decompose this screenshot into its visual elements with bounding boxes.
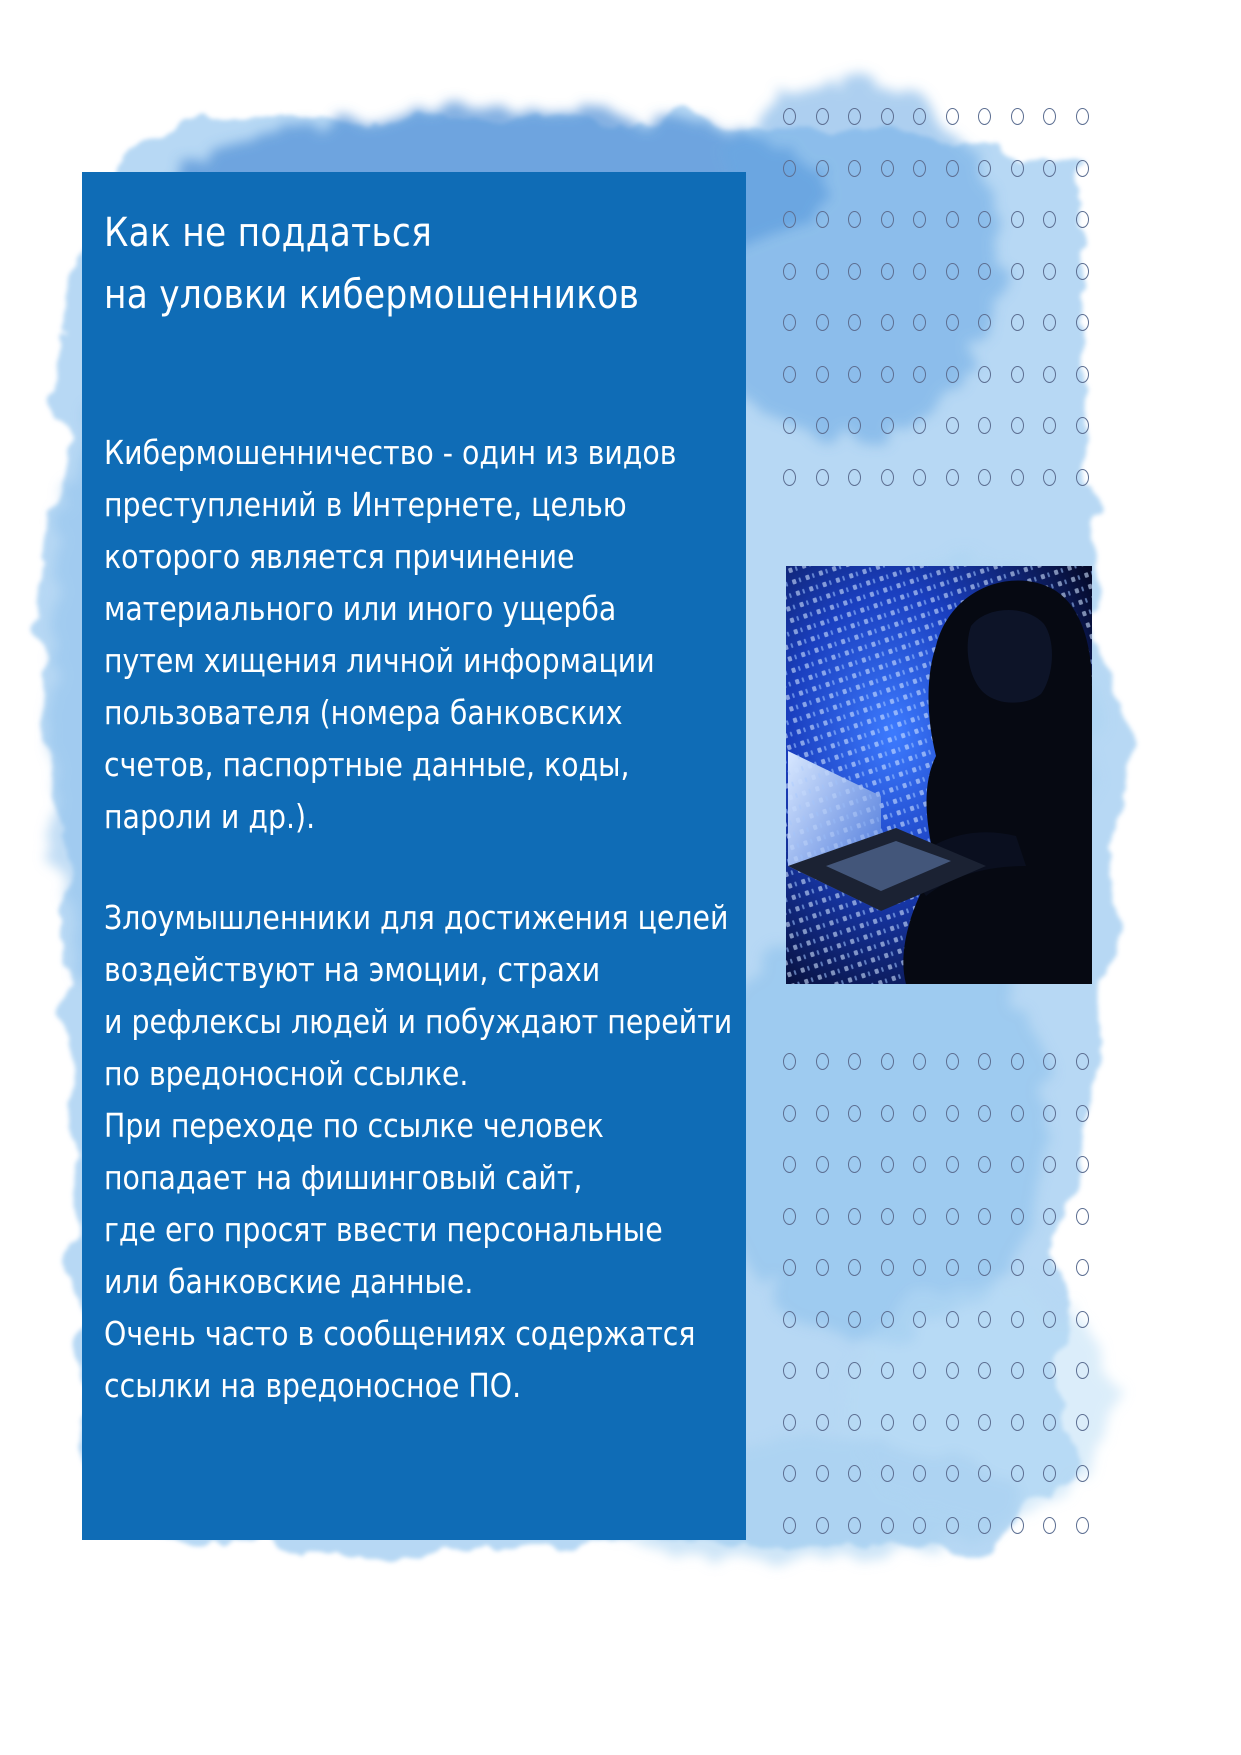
dot <box>1043 366 1056 383</box>
dot <box>881 1156 894 1173</box>
dot <box>913 314 926 331</box>
dot <box>1043 417 1056 434</box>
text-line: Кибермошенничество - один из видов <box>104 433 677 472</box>
dot <box>881 1465 894 1482</box>
dot <box>1011 1259 1024 1276</box>
dot <box>1011 108 1024 125</box>
dot <box>978 366 991 383</box>
dot <box>978 1208 991 1225</box>
dot <box>946 417 959 434</box>
text-line: При переходе по ссылке человек <box>104 1106 604 1145</box>
dot <box>1011 314 1024 331</box>
dot <box>946 160 959 177</box>
dot <box>1076 1259 1089 1276</box>
dot <box>1011 1362 1024 1379</box>
dot <box>848 366 861 383</box>
dot <box>913 1053 926 1070</box>
dot <box>848 314 861 331</box>
text-line: которого является причинение <box>104 537 575 576</box>
dot <box>1043 1208 1056 1225</box>
text-line: по вредоносной ссылке. <box>104 1054 469 1093</box>
dot <box>1043 108 1056 125</box>
dot <box>848 417 861 434</box>
text-line: счетов, паспортные данные, коды, <box>104 745 630 784</box>
dot <box>783 211 796 228</box>
dot <box>913 1156 926 1173</box>
text-line: воздействуют на эмоции, страхи <box>104 950 601 989</box>
dot <box>881 1311 894 1328</box>
dot <box>1076 1414 1089 1431</box>
dot <box>1043 1517 1056 1534</box>
dot <box>848 211 861 228</box>
dot <box>881 160 894 177</box>
dot <box>848 1517 861 1534</box>
text-line: ссылки на вредоносное ПО. <box>104 1366 522 1405</box>
dot <box>881 1208 894 1225</box>
dot <box>783 417 796 434</box>
dot <box>783 1259 796 1276</box>
dot <box>1076 1465 1089 1482</box>
dot <box>1011 366 1024 383</box>
dot <box>1011 160 1024 177</box>
dot <box>783 366 796 383</box>
dot <box>1043 1105 1056 1122</box>
info-panel <box>82 172 746 1540</box>
dot <box>816 1311 829 1328</box>
dot <box>783 1053 796 1070</box>
dot <box>1076 314 1089 331</box>
dot <box>1011 417 1024 434</box>
dot-pattern-top <box>783 108 1108 520</box>
dot <box>978 417 991 434</box>
dot <box>946 1311 959 1328</box>
text-line: материального или иного ущерба <box>104 589 617 628</box>
dot <box>1043 469 1056 486</box>
dot <box>913 160 926 177</box>
dot <box>816 1208 829 1225</box>
dot <box>881 108 894 125</box>
dot <box>1011 1156 1024 1173</box>
dot <box>913 417 926 434</box>
dot <box>1076 1105 1089 1122</box>
poster-title <box>104 202 723 326</box>
title-line: Как не поддаться <box>104 210 433 256</box>
text-line: или банковские данные. <box>104 1262 474 1301</box>
title-line: на уловки кибермошенников <box>104 272 640 318</box>
dot <box>913 469 926 486</box>
dot <box>1076 1311 1089 1328</box>
dot <box>978 1105 991 1122</box>
dot <box>1011 1208 1024 1225</box>
dot <box>816 417 829 434</box>
dot <box>1011 263 1024 280</box>
dot <box>783 1362 796 1379</box>
dot <box>816 366 829 383</box>
dot <box>848 469 861 486</box>
dot <box>783 1156 796 1173</box>
dot <box>783 469 796 486</box>
dot <box>783 1465 796 1482</box>
dot <box>816 108 829 125</box>
dot <box>1043 1465 1056 1482</box>
dot <box>881 1259 894 1276</box>
dot <box>848 1259 861 1276</box>
dot <box>946 108 959 125</box>
dot <box>913 1414 926 1431</box>
dot <box>881 1517 894 1534</box>
dot <box>1076 469 1089 486</box>
dot <box>848 1465 861 1482</box>
dot <box>816 314 829 331</box>
dot <box>881 1362 894 1379</box>
dot <box>978 160 991 177</box>
dot <box>881 1414 894 1431</box>
dot <box>881 469 894 486</box>
dot <box>1043 1311 1056 1328</box>
dot <box>881 211 894 228</box>
dot <box>946 1517 959 1534</box>
dot <box>783 263 796 280</box>
dot <box>1043 211 1056 228</box>
dot <box>816 1465 829 1482</box>
dot <box>1043 1414 1056 1431</box>
dot <box>978 211 991 228</box>
dot <box>913 211 926 228</box>
dot <box>946 263 959 280</box>
dot <box>1011 1311 1024 1328</box>
paragraph-methods <box>104 892 733 1412</box>
dot <box>881 366 894 383</box>
text-line: путем хищения личной информации <box>104 641 655 680</box>
dot <box>1011 1105 1024 1122</box>
dot <box>816 1156 829 1173</box>
text-line: Злоумышленники для достижения целей <box>104 898 729 937</box>
dot <box>946 1465 959 1482</box>
dot <box>881 314 894 331</box>
dot <box>881 1105 894 1122</box>
dot <box>978 1053 991 1070</box>
dot <box>816 211 829 228</box>
dot <box>848 1156 861 1173</box>
dot <box>1011 1053 1024 1070</box>
dot <box>848 1105 861 1122</box>
dot <box>913 1259 926 1276</box>
text-line: попадает на фишинговый сайт, <box>104 1158 583 1197</box>
dot <box>848 160 861 177</box>
dot <box>913 1105 926 1122</box>
dot <box>1043 1053 1056 1070</box>
dot <box>978 1362 991 1379</box>
dot <box>1076 1053 1089 1070</box>
dot <box>1076 1517 1089 1534</box>
dot <box>913 108 926 125</box>
dot <box>816 1053 829 1070</box>
dot <box>978 263 991 280</box>
dot <box>946 1362 959 1379</box>
hooded-hacker-with-laptop-image <box>786 566 1092 984</box>
dot <box>1011 1414 1024 1431</box>
dot <box>946 314 959 331</box>
dot <box>913 1362 926 1379</box>
dot <box>978 314 991 331</box>
dot <box>783 160 796 177</box>
dot <box>848 1208 861 1225</box>
dot <box>881 1053 894 1070</box>
text-line: где его просят ввести персональные <box>104 1210 663 1249</box>
dot <box>913 1208 926 1225</box>
dot <box>978 1311 991 1328</box>
dot <box>816 160 829 177</box>
dot <box>1043 1156 1056 1173</box>
dot <box>1011 1465 1024 1482</box>
dot <box>816 469 829 486</box>
dot <box>946 1105 959 1122</box>
dot <box>881 417 894 434</box>
dot <box>1076 366 1089 383</box>
dot <box>946 366 959 383</box>
dot <box>848 108 861 125</box>
dot <box>783 108 796 125</box>
dot <box>1043 160 1056 177</box>
dot <box>946 211 959 228</box>
dot <box>816 1517 829 1534</box>
dot <box>946 1156 959 1173</box>
dot <box>783 1311 796 1328</box>
text-line: Очень часто в сообщениях содержатся <box>104 1314 696 1353</box>
dot <box>1076 417 1089 434</box>
dot <box>1011 211 1024 228</box>
dot <box>848 1053 861 1070</box>
dot <box>816 1105 829 1122</box>
dot <box>1076 211 1089 228</box>
dot <box>978 1156 991 1173</box>
dot <box>946 1414 959 1431</box>
dot <box>913 263 926 280</box>
dot <box>1076 160 1089 177</box>
dot <box>946 1259 959 1276</box>
dot <box>1043 1362 1056 1379</box>
dot <box>978 1414 991 1431</box>
dot <box>946 469 959 486</box>
text-line: преступлений в Интернете, целью <box>104 485 627 524</box>
dot <box>946 1053 959 1070</box>
dot <box>978 469 991 486</box>
dot <box>783 1517 796 1534</box>
dot <box>1076 1208 1089 1225</box>
dot <box>848 1414 861 1431</box>
dot <box>1076 263 1089 280</box>
dot <box>1043 1259 1056 1276</box>
dot <box>1043 263 1056 280</box>
dot <box>816 1259 829 1276</box>
dot <box>881 263 894 280</box>
dot <box>783 314 796 331</box>
dot <box>848 1311 861 1328</box>
dot <box>1043 314 1056 331</box>
dot <box>783 1105 796 1122</box>
dot <box>978 1517 991 1534</box>
dot <box>1011 1517 1024 1534</box>
dot-pattern-bottom <box>783 1053 1108 1568</box>
dot <box>1011 469 1024 486</box>
paragraph-definition <box>104 427 723 843</box>
text-line: и рефлексы людей и побуждают перейти <box>104 1002 733 1041</box>
dot <box>848 263 861 280</box>
dot <box>816 1414 829 1431</box>
dot <box>783 1208 796 1225</box>
dot <box>1076 108 1089 125</box>
text-line: пароли и др.). <box>104 797 316 836</box>
dot <box>913 1311 926 1328</box>
dot <box>913 1465 926 1482</box>
dot <box>816 263 829 280</box>
dot <box>848 1362 861 1379</box>
dot <box>816 1362 829 1379</box>
dot <box>946 1208 959 1225</box>
dot <box>1076 1362 1089 1379</box>
dot <box>978 1259 991 1276</box>
dot <box>1076 1156 1089 1173</box>
dot <box>978 1465 991 1482</box>
dot <box>978 108 991 125</box>
dot <box>913 366 926 383</box>
dot <box>783 1414 796 1431</box>
dot <box>913 1517 926 1534</box>
text-line: пользователя (номера банковских <box>104 693 623 732</box>
